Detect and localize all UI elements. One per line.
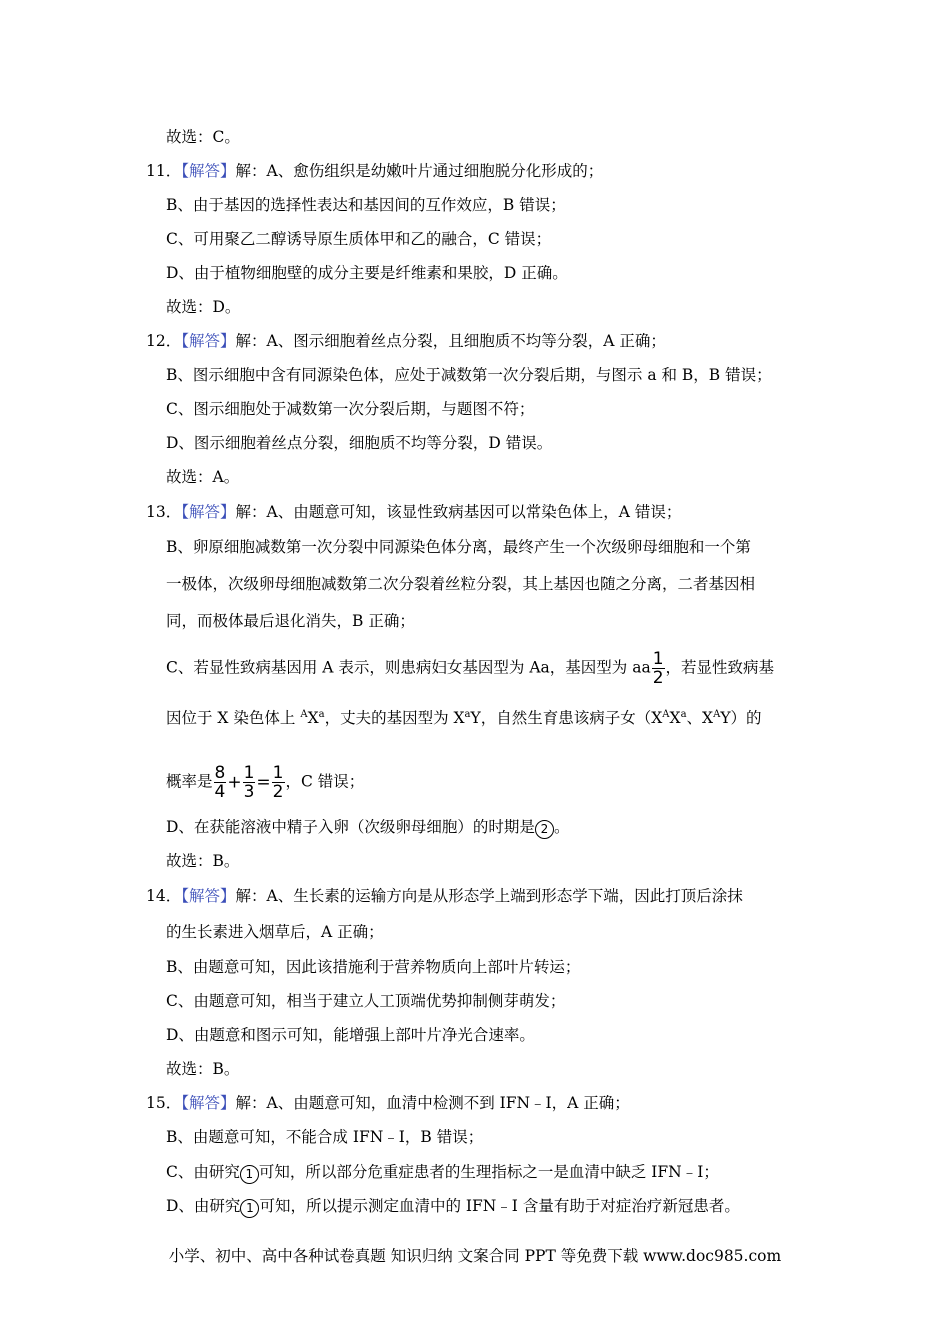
answer-text: 解：A、由题意可知，该显性致病基因可以常染色体上，A 错误； xyxy=(235,503,682,521)
fraction xyxy=(652,650,665,687)
text: D、在获能溶液中精子入卵（次级卵母细胞）的时期是 xyxy=(166,818,535,836)
answer-tag: 【解答】 xyxy=(181,1094,236,1112)
answer-text: 解：A、生长素的运输方向是从形态学上端到形态学下端，因此打顶后涂抹 xyxy=(235,887,743,905)
conclusion: 故选：D。 xyxy=(166,298,241,316)
question-number: 12． xyxy=(146,332,182,350)
option-a-line-2: 的生长素进入烟草后，A 正确； xyxy=(166,923,384,941)
option-b: B、由于基因的选择性表达和基因间的互作效应，B 错误； xyxy=(166,196,566,214)
option-b-line-2: 一极体，次级卵母细胞减数第二次分裂着丝粒分裂，其上基因也随之分离，二者基因相 xyxy=(166,575,756,593)
numerator: 8 xyxy=(214,763,226,783)
question-number: 15． xyxy=(146,1094,182,1112)
answer-tag: 【解答】 xyxy=(181,162,236,180)
superscript: a xyxy=(318,708,325,720)
prev-conclusion: 故选：C。 xyxy=(166,128,240,146)
option-b: B、图示细胞中含有同源染色体，应处于减数第一次分裂后期，与图示 a 和 B，B 错误； xyxy=(166,366,772,384)
text: X xyxy=(307,709,319,727)
text: C、由研究 xyxy=(166,1163,240,1181)
text: Y，自然生育患该病子女（X xyxy=(470,709,663,727)
option-c: C、由题意可知，相当于建立人工顶端优势抑制侧芽萌发； xyxy=(166,992,566,1010)
option-c-line-3 xyxy=(166,764,364,801)
option-b-line-3: 同，而极体最后退化消失，B 正确； xyxy=(166,612,415,630)
fraction xyxy=(272,764,285,801)
text: X xyxy=(669,709,681,727)
answer-text: 解：A、图示细胞着丝点分裂，且细胞质不均等分裂，A 正确； xyxy=(235,332,666,350)
question-number: 11． xyxy=(146,162,182,180)
option-c-line-1 xyxy=(166,650,774,687)
denominator: 4 xyxy=(214,782,226,802)
text: 。 xyxy=(553,818,570,836)
circled-number: 1 xyxy=(240,1199,259,1218)
text: 可知，所以部分危重症患者的生理指标之一是血清中缺乏 IFN﹣Ⅰ； xyxy=(258,1163,719,1181)
conclusion: 故选：B。 xyxy=(166,1060,240,1078)
text: ，丈夫的基因型为 X xyxy=(324,709,465,727)
superscript: A xyxy=(713,708,721,720)
answer-tag: 【解答】 xyxy=(181,887,236,905)
question-number: 14． xyxy=(146,887,182,905)
page-footer: 小学、初中、高中各种试卷真题 知识归纳 文案合同 PPT 等免费下载 www.doc985.com xyxy=(168,1247,782,1265)
option-d xyxy=(166,1196,740,1218)
conclusion: 故选：A。 xyxy=(166,468,240,486)
question-11-first-line xyxy=(146,161,603,181)
numerator: 1 xyxy=(243,763,255,783)
option-b: B、由题意可知，不能合成 IFN﹣Ⅰ，B 错误； xyxy=(166,1128,484,1146)
question-12-first-line xyxy=(146,331,666,351)
fraction xyxy=(243,764,256,801)
equals-sign: = xyxy=(256,772,271,793)
superscript: a xyxy=(464,708,471,720)
option-d xyxy=(166,817,569,839)
text: 可知，所以提示测定血清中的 IFN﹣Ⅰ 含量有助于对症治疗新冠患者。 xyxy=(259,1197,740,1215)
answer-tag: 【解答】 xyxy=(181,503,236,521)
denominator: 2 xyxy=(652,668,664,688)
plus-sign: + xyxy=(227,772,242,793)
question-15-first-line xyxy=(146,1093,630,1113)
answer-tag: 【解答】 xyxy=(181,332,236,350)
numerator: 1 xyxy=(652,649,664,669)
option-d: D、由于植物细胞壁的成分主要是纤维素和果胶，D 正确。 xyxy=(166,264,568,282)
option-d: D、由题意和图示可知，能增强上部叶片净光合速率。 xyxy=(166,1026,535,1044)
question-13-first-line xyxy=(146,502,681,522)
option-c-text: C、若显性致病基因用 A 表示，则患病妇女基因型为 Aa，基因型为 aa xyxy=(166,658,651,677)
text: 、X xyxy=(686,709,714,727)
superscript: a xyxy=(680,708,687,720)
numerator: 1 xyxy=(272,763,284,783)
option-c xyxy=(166,1162,719,1184)
circled-number: 2 xyxy=(535,820,554,839)
conclusion: 故选：B。 xyxy=(166,852,240,870)
option-c: C、图示细胞处于减数第一次分裂后期，与题图不符； xyxy=(166,400,535,418)
option-c-text: ，若显性致病基 xyxy=(665,658,775,677)
option-d: D、图示细胞着丝点分裂，细胞质不均等分裂，D 错误。 xyxy=(166,434,553,452)
question-number: 13． xyxy=(146,503,182,521)
question-14-first-line xyxy=(146,886,743,906)
option-b-line-1: B、卵原细胞减数第一次分裂中同源染色体分离，最终产生一个次级卵母细胞和一个第 xyxy=(166,538,751,556)
denominator: 3 xyxy=(243,782,255,802)
text: Y）的 xyxy=(720,709,762,727)
option-b: B、由题意可知，因此该措施利于营养物质向上部叶片转运； xyxy=(166,958,581,976)
text: D、由研究 xyxy=(166,1197,241,1215)
answer-text: 解：A、由题意可知，血清中检测不到 IFN﹣Ⅰ，A 正确； xyxy=(235,1094,630,1112)
denominator: 2 xyxy=(272,782,284,802)
superscript: A xyxy=(300,708,308,720)
answer-text: 解：A、愈伤组织是幼嫩叶片通过细胞脱分化形成的； xyxy=(235,162,604,180)
fraction xyxy=(214,764,227,801)
option-c-line-2 xyxy=(166,708,762,728)
circled-number: 1 xyxy=(240,1165,259,1184)
text: ，C 错误； xyxy=(285,772,365,791)
superscript: A xyxy=(662,708,670,720)
option-c: C、可用聚乙二醇诱导原生质体甲和乙的融合，C 错误； xyxy=(166,230,552,248)
text: 因位于 X 染色体上 xyxy=(166,709,301,727)
text: 概率是 xyxy=(166,772,213,791)
